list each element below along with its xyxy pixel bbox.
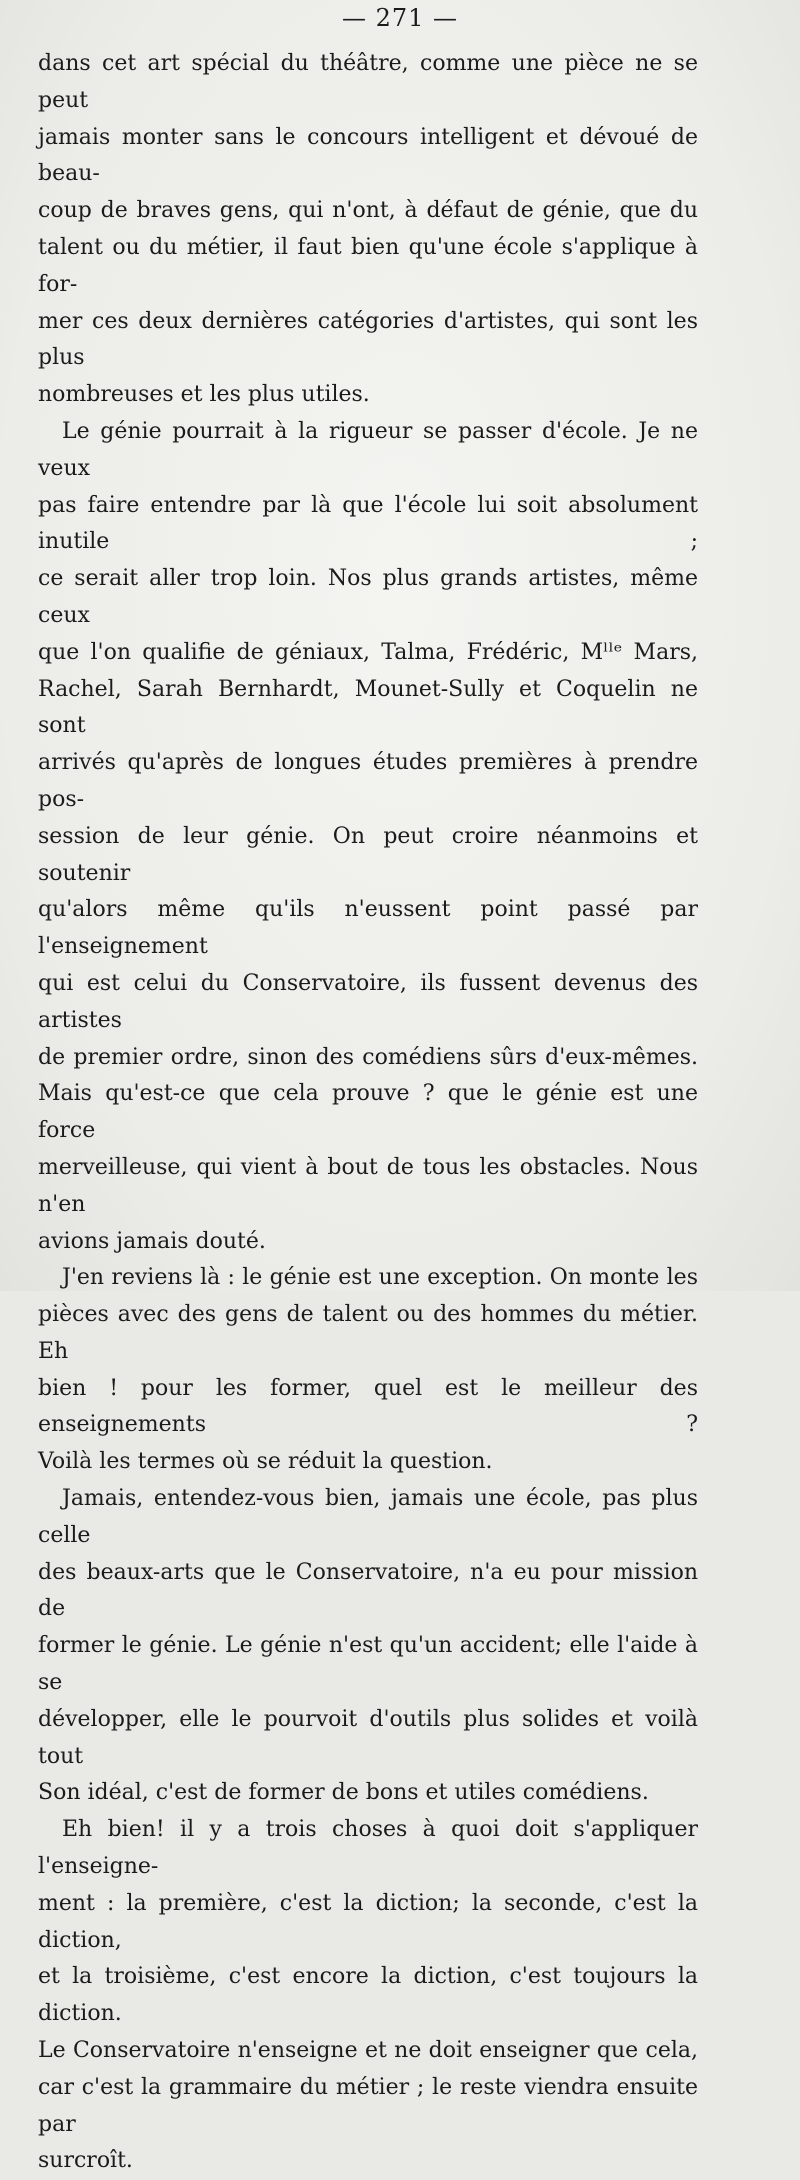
text-line: de premier ordre, sinon des comédiens sûrs d'eux-mêmes.	[38, 1044, 698, 1070]
text-line: J'en reviens là : le génie est une exception. On monte les	[62, 1265, 698, 1291]
text-line: développer, elle le pourvoit d'outils plus solides et voilà tout	[38, 1706, 698, 1769]
page-number: — 271 —	[341, 4, 459, 32]
body-text	[38, 46, 698, 2180]
text-line: qui est celui du Conservatoire, ils fussent devenus des artistes	[38, 970, 698, 1033]
text-line: nombreuses et les plus utiles.	[38, 382, 370, 408]
text-line: qu'alors même qu'ils n'eussent point passé par l'enseignement	[38, 897, 698, 960]
text-line: session de leur génie. On peut croire néanmoins et soutenir	[38, 823, 698, 886]
text-line: merveilleuse, qui vient à bout de tous les obstacles. Nous n'en	[38, 1154, 698, 1217]
text-line: que l'on qualifie de géniaux, Talma, Frédéric, Mˡˡᵉ Mars,	[38, 639, 698, 665]
text-line: jamais monter sans le concours intelligent et dévoué de beau-	[38, 124, 698, 187]
text-line: des beaux-arts que le Conservatoire, n'a eu pour mission de	[38, 1559, 698, 1622]
text-line: arrivés qu'après de longues études premières à prendre pos-	[38, 750, 698, 812]
text-line: bien ! pour les former, quel est le meilleur des enseignements ?	[38, 1375, 698, 1438]
text-line: former le génie. Le génie n'est qu'un accident; elle l'aide à se	[38, 1633, 698, 1696]
text-line: Le Conservatoire n'enseigne et ne doit enseigner que cela,	[38, 2038, 698, 2064]
text-line: Le génie pourrait à la rigueur se passer d'école. Je ne veux	[38, 418, 698, 481]
text-line: pièces avec des gens de talent ou des hommes du métier. Eh	[38, 1302, 698, 1364]
text-line: surcroît.	[38, 2148, 133, 2174]
text-line: Jamais, entendez-vous bien, jamais une école, pas plus celle	[38, 1486, 698, 1548]
text-line: pas faire entendre par là que l'école lui soit absolument inutile ;	[38, 492, 698, 555]
text-line: et la troisième, c'est encore la diction, c'est toujours la diction.	[38, 1964, 698, 2027]
text-line: ment : la première, c'est la diction; la seconde, c'est la diction,	[38, 1890, 698, 1953]
text-line: car c'est la grammaire du métier ; le reste viendra ensuite par	[38, 2074, 698, 2137]
text-line: talent ou du métier, il faut bien qu'une école s'applique à for-	[38, 234, 698, 297]
text-line: Voilà les termes où se réduit la question.	[38, 1449, 493, 1475]
text-line: avions jamais douté.	[38, 1228, 266, 1254]
text-line: ce serait aller trop loin. Nos plus grands artistes, même ceux	[38, 566, 698, 628]
text-line: Son idéal, c'est de former de bons et utiles comédiens.	[38, 1780, 649, 1806]
text-line: Rachel, Sarah Bernhardt, Mounet-Sully et Coquelin ne sont	[38, 676, 698, 739]
text-line: Mais qu'est-ce que cela prouve ? que le génie est une force	[38, 1081, 698, 1144]
text-line: Eh bien! il y a trois choses à quoi doit s'appliquer l'enseigne-	[38, 1817, 698, 1880]
text-line: dans cet art spécial du théâtre, comme une pièce ne se peut	[38, 51, 698, 113]
text-line: mer ces deux dernières catégories d'artistes, qui sont les plus	[38, 308, 698, 371]
text-line: coup de braves gens, qui n'ont, à défaut de génie, que du	[38, 198, 698, 224]
